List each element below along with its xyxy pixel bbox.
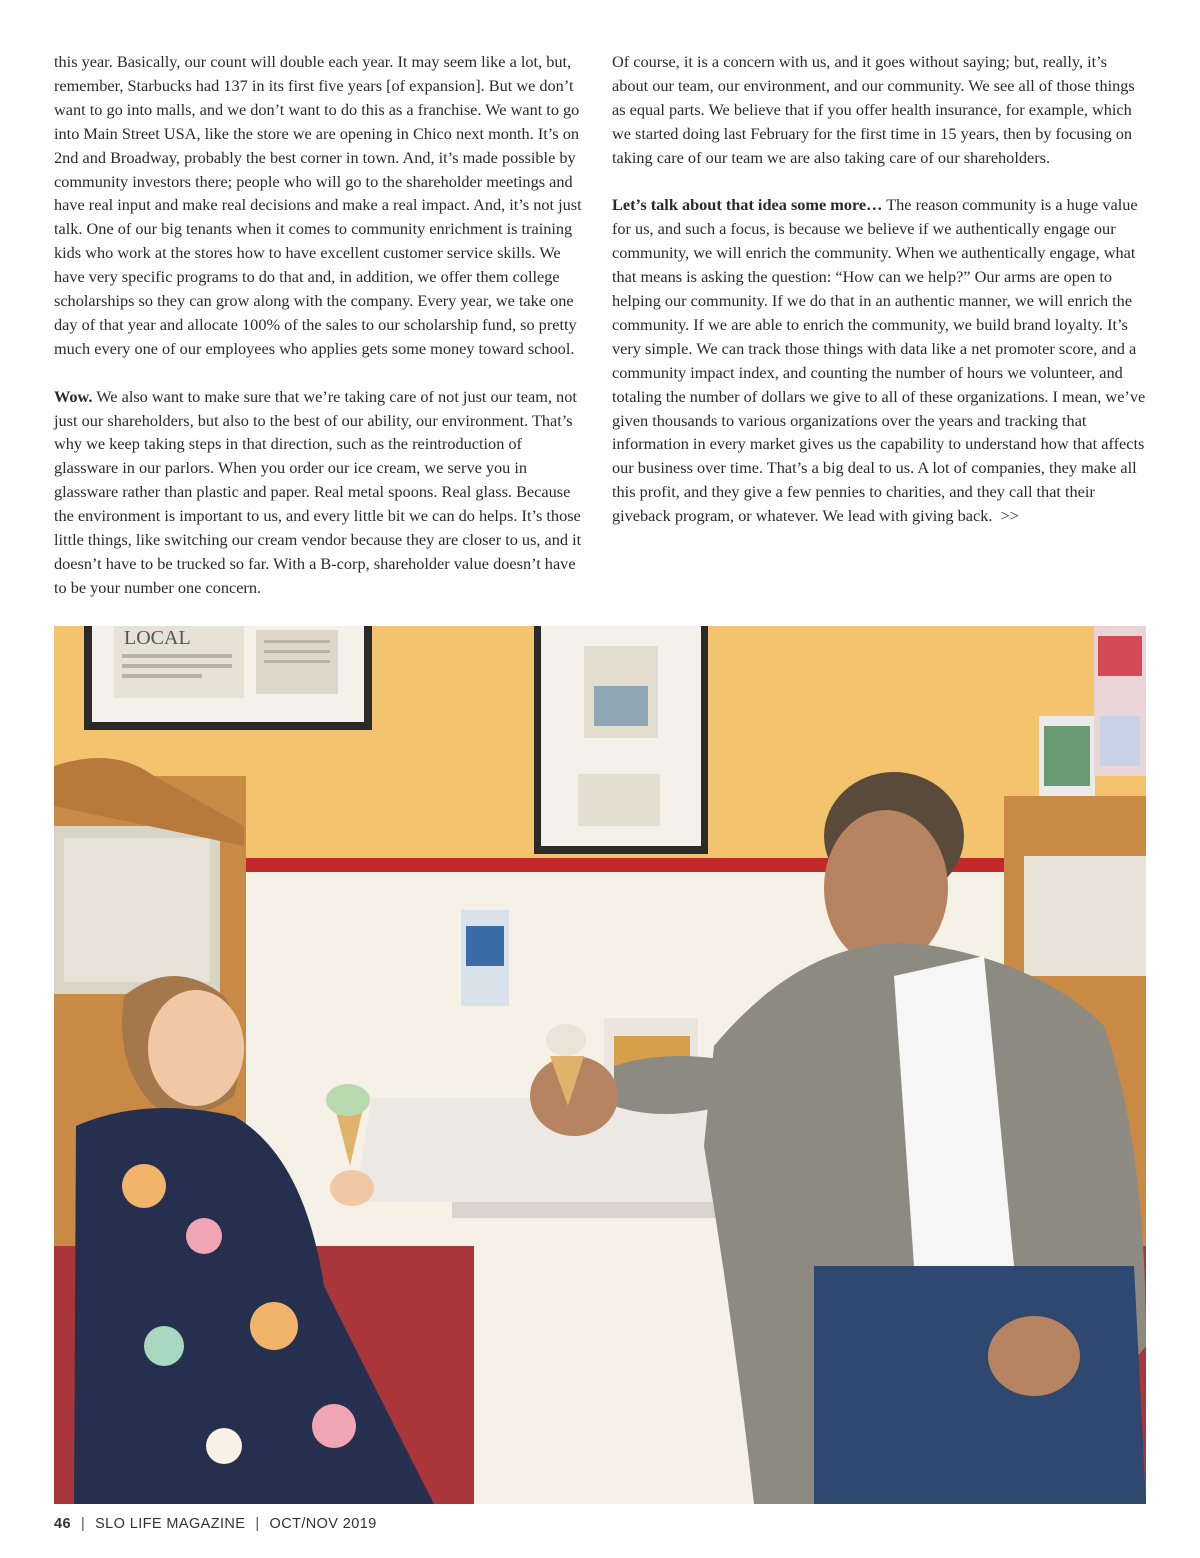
article-left-column bbox=[54, 50, 590, 624]
article-right-column bbox=[612, 50, 1146, 552]
continued-marker: >> bbox=[1000, 506, 1019, 526]
magazine-name: SLO LIFE MAGAZINE bbox=[95, 1516, 246, 1532]
clipping-headline: LOCAL bbox=[124, 627, 191, 649]
framed-clipping-left bbox=[84, 626, 372, 730]
paragraph-text: We also want to make sure that we’re taking care of not just our team, not just our shareholders, but also to the best of our ability, our environment. That’s why we keep taking steps in that direction, such as the reintroduction of glassware in our parlors. When you order our ice cream, we serve you in glassware rather than plastic and paper. Real metal spoons. Real glass. Because the environment is important to us, and every little bit we can do helps. It’s those little things, like switching our cream vendor because they are closer to us, and it doesn’t have to be trucked so far. With a B-corp, shareholder value doesn’t have to be your number one concern. bbox=[54, 386, 582, 597]
body-paragraph bbox=[54, 385, 590, 600]
footer-separator: | bbox=[255, 1516, 260, 1532]
framed-clipping-center bbox=[534, 626, 708, 854]
article-photo bbox=[54, 626, 1146, 1504]
page-footer bbox=[54, 1516, 377, 1532]
body-paragraph bbox=[612, 193, 1146, 528]
footer-separator: | bbox=[80, 1516, 86, 1532]
issue-date: OCT/NOV 2019 bbox=[269, 1516, 377, 1532]
lead-in: Let’s talk about that idea some more… bbox=[612, 195, 883, 215]
lead-in: Wow. bbox=[54, 386, 93, 406]
page-number: 46 bbox=[54, 1516, 71, 1532]
paragraph-text: The reason community is a huge value for us, and such a focus, is because we believe if we authentically engage our community, we will enrich the community. When we authentically engage, what that means is asking the question: “How can we help?” Our arms are open to helping our community. If we do that in an authentic manner, we will enrich the community. If we are able to enrich the community, we build brand loyalty. It’s very simple. We can track those things with data like a net promoter score, and a community impact index, and counting the number of hours we volunteer, and totaling the number of dollars we give to all of these organizations. I mean, we’ve given thousands to various organizations over the years and tracking that information in every market gives us the capability to understand how that affects our business over time. That’s a big deal to us. A lot of companies, they make all this profit, and they give a few pennies to charities, and they call that their giveback program, or whatever. We lead with giving back. bbox=[612, 195, 1146, 526]
body-paragraph: Of course, it is a concern with us, and it goes without saying; but, really, it’s about our team, our environment, and our community. We see all of those things as equal parts. We believe that if you offer health insurance, for example, which we started doing last February for the first time in 15 years, then by focusing on taking care of our team we are also taking care of our shareholders. bbox=[612, 52, 1135, 167]
body-paragraph: this year. Basically, our count will double each year. It may seem like a lot, but, remember, Starbucks had 137 in its first five years [of expansion]. But we don’t want to go into malls, and we don’t want to do this as a franchise. We want to go into Main Street USA, like the store we are opening in Chico next month. It’s on 2nd and Broadway, probably the best corner in town. And, it’s made possible by community investors there; people who will go to the shareholder meetings and have real input and make real decisions and make a real impact. And, it’s not just talk. One of our big tenants when it comes to community enrichment is training kids who work at the stores how to have excellent customer service skills. We have very specific programs to do that and, in addition, we offer them college scholarships so they can grow along with the company. Every year, we take one day of that year and allocate 100% of the sales to our scholarship fund, so pretty much every one of our employees who applies gets some money toward school. bbox=[54, 52, 582, 358]
